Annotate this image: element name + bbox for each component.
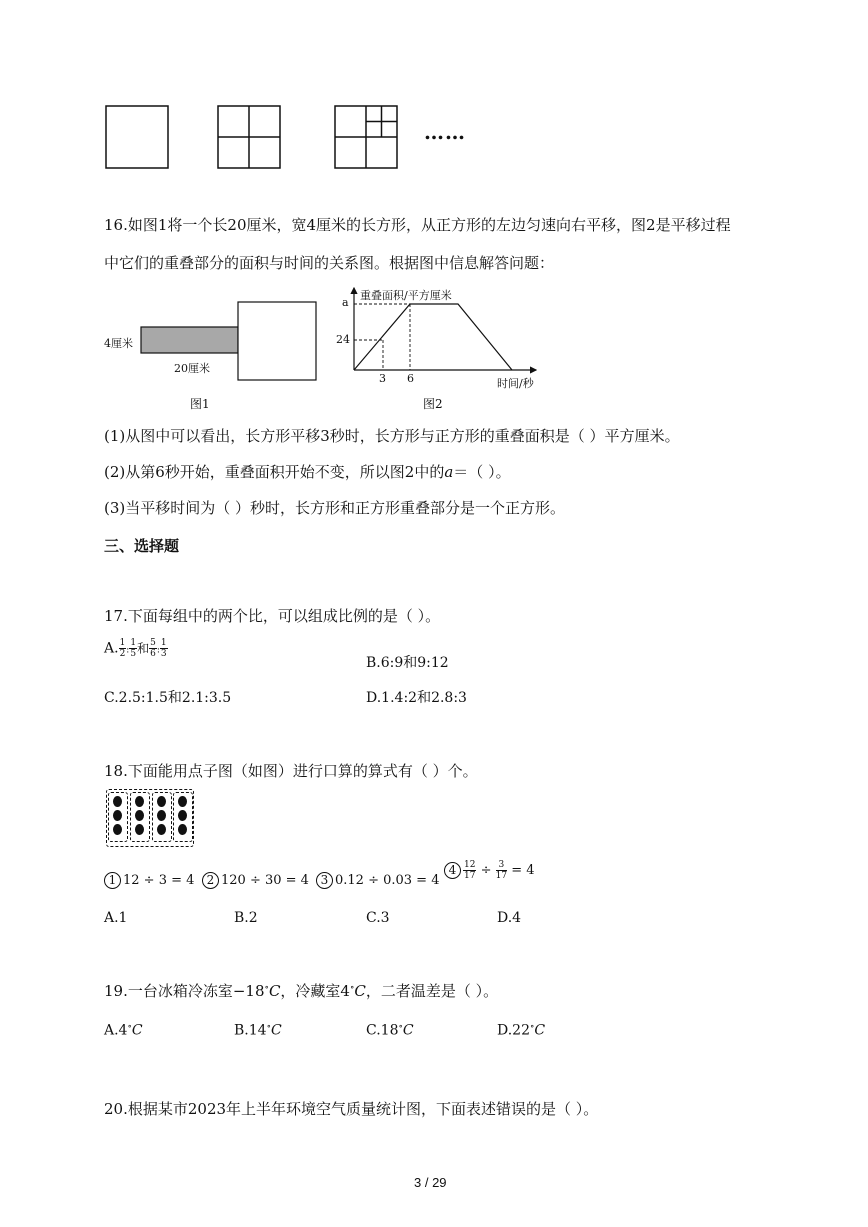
q16-text-line1: 16.如图1将一个长20厘米，宽4厘米的长方形，从正方形的左边匀速向右平移，图2是平移过程 [104,216,731,234]
q19-option-d[interactable]: D.22∘C [497,1022,546,1039]
fig2-y-tick-a: a [342,296,349,309]
fig1-width-label: 4厘米 [104,337,133,350]
dot [113,810,122,821]
dot [113,796,122,807]
q16-text-line2: 中它们的重叠部分的面积与时间的关系图。根据图中信息解答问题： [104,254,555,272]
dot [178,810,187,821]
q17-question: 17.下面每组中的两个比，可以组成比例的是（ ）。 [104,607,441,625]
q18-expression-1: 1 12 ÷ 3 = 4 [104,872,194,889]
fig2-y-axis-label: 重叠面积/平方厘米 [360,289,452,302]
q17-option-b[interactable]: B.6:9和9:12 [366,655,449,671]
q19-option-b[interactable]: B.14∘C [234,1022,282,1039]
q16-sub1: (1)从图中可以看出，长方形平移3秒时，长方形与正方形的重叠面积是（ ）平方厘米。 [104,427,680,445]
dot [178,824,187,835]
q18-option-a[interactable]: A.1 [104,910,128,926]
fig1-length-label: 20厘米 [174,362,210,375]
q18-expression-4: 4 $\frac{12}{17}$ ÷ $\frac{3}{17}$ = 4 [444,860,535,881]
dot [135,796,144,807]
q20-question: 20.根据某市2023年上半年环境空气质量统计图，下面表述错误的是（ ）。 [104,1100,599,1118]
dot [135,824,144,835]
variable-a: a [444,463,454,481]
dot [157,810,166,821]
q18-expression-2: 2 120 ÷ 30 = 4 [202,872,309,889]
fig2-x-axis-label: 时间/秒 [497,377,534,390]
large-square [238,302,316,380]
q17-option-d[interactable]: D.1.4:2和2.8:3 [366,690,467,706]
dot [157,796,166,807]
square-division-figure [100,100,410,175]
section-title: 三、选择题 [104,537,180,555]
dot [178,796,187,807]
q17-option-c[interactable]: C.2.5:1.5和2.1:3.5 [104,690,232,706]
fig1-caption: 图1 [190,397,210,411]
dot [135,810,144,821]
page-number: 3 / 29 [414,1175,447,1190]
square-1 [106,106,168,168]
q18-question: 18.下面能用点子图（如图）进行口算的算式有（ ）个。 [104,762,478,780]
q18-expression-3: 3 0.12 ÷ 0.03 = 4 [316,872,439,889]
q18-option-b[interactable]: B.2 [234,910,258,926]
q16-sub2: (2)从第6秒开始，重叠面积开始不变，所以图2中的a＝（ ）。 [104,463,511,481]
fig2-y-tick-24: 24 [336,333,350,346]
fig2-caption: 图2 [423,397,443,411]
ellipsis: …… [424,120,466,144]
q19-option-a[interactable]: A.4∘C [104,1022,143,1039]
q17-option-a[interactable]: A. $\frac{1}{2}$ : $\frac{1}{5}$ 和 $\frac{5}{6}$ : $\frac{1}{3}$ [104,638,167,659]
dot [113,824,122,835]
area-curve [354,304,512,370]
dot-figure [106,789,194,847]
fig2-x-tick-3: 3 [379,372,386,385]
q19-option-c[interactable]: C.18∘C [366,1022,414,1039]
q18-option-c[interactable]: C.3 [366,910,390,926]
q19-question: 19.一台冰箱冷冻室−18∘C，冷藏室4∘C，二者温差是（ ）。 [104,982,499,1000]
fig2-x-tick-6: 6 [407,372,414,385]
q18-option-d[interactable]: D.4 [497,910,522,926]
figure-1 [100,296,330,386]
gray-rectangle [141,327,238,353]
dot [157,824,166,835]
q16-sub3: (3)当平移时间为（ ）秒时，长方形和正方形重叠部分是一个正方形。 [104,499,566,517]
